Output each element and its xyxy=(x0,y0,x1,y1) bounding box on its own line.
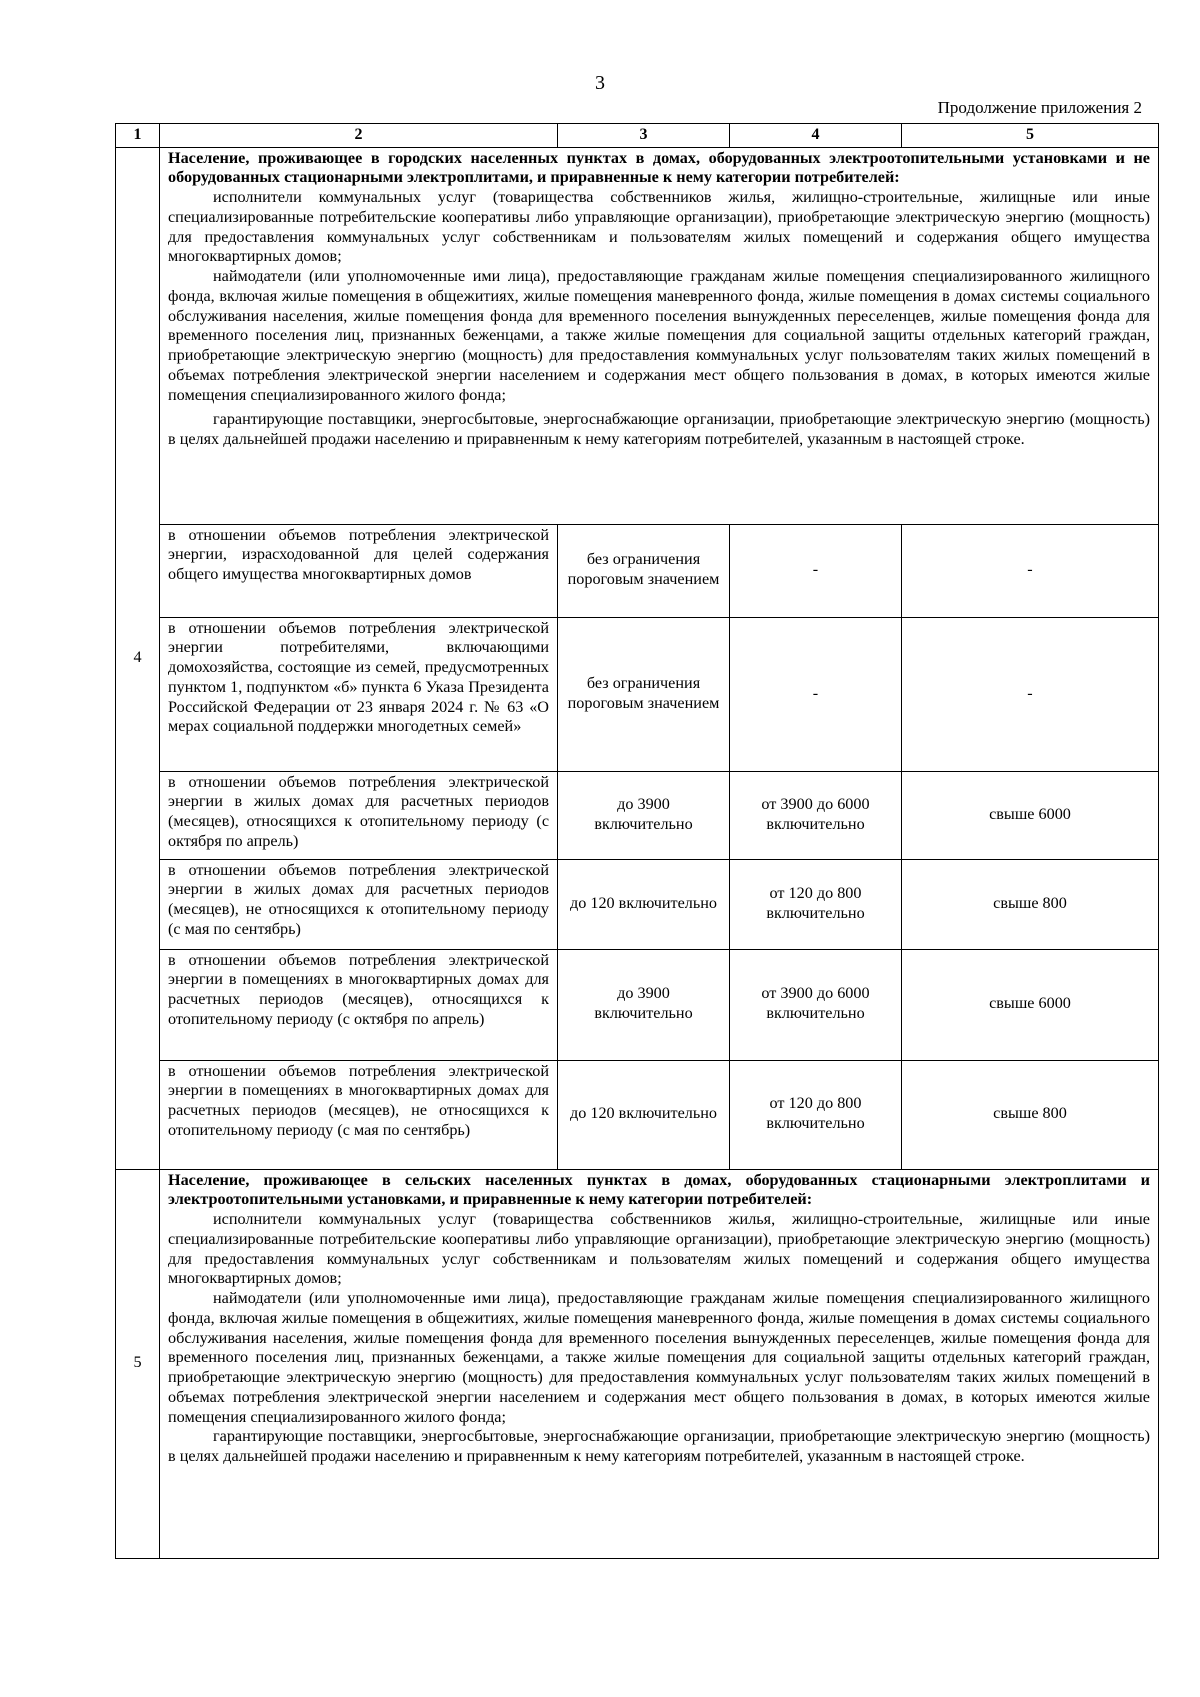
threshold-range-1: до 120 включительно xyxy=(558,859,730,949)
table-header-row xyxy=(116,124,1159,148)
consumption-condition: в отношении объемов потребления электрической энергии потребителями, включающими домохозяйства, состоящие из семей, предусмотренных пунктом 1, подпунктом «б» пункта 6 Указа Президента Российской Федерации от 23 января 2024 г. № 63 «О мерах социальной поддержки многодетных семей» xyxy=(160,617,558,771)
threshold-range-3: свыше 800 xyxy=(902,859,1159,949)
column-header-1: 1 xyxy=(116,124,160,148)
threshold-range-1: до 3900 включительно xyxy=(558,949,730,1060)
category-paragraph: наймодатели (или уполномоченные ими лица), предоставляющие гражданам жилые помещения специализированного жилищного фонда, включая жилые помещения в общежитиях, жилые помещения маневренного фонда, жилые помещения в домах системы социального обслуживания населения, жилые помещения фонда для временного поселения вынужденных переселенцев, жилые помещения фонда для временного поселения лиц, признанных беженцами, а также жилые помещения для социальной защиты отдельных категорий граждан, приобретающие электрическую энергию (мощность) для предоставления коммунальных услуг пользователям таких жилых помещений в объемах потребления электрической энергии населением и содержания мест общего пользования в домах, в которых имеются жилые помещения специализированного жилого фонда; xyxy=(168,267,1150,404)
column-header-4: 4 xyxy=(730,124,902,148)
table-row-4-category xyxy=(116,147,1159,524)
threshold-range-2: от 120 до 800 включительно xyxy=(730,1060,902,1169)
category-paragraph: гарантирующие поставщики, энергосбытовые, энергоснабжающие организации, приобретающие электрическую энергию (мощность) в целях дальнейшей продажи населению и приравненным к нему категориям потребителей, указанным в настоящей строке. xyxy=(168,410,1150,449)
threshold-range-1: до 3900 включительно xyxy=(558,771,730,859)
table-row xyxy=(116,524,1159,617)
consumption-condition: в отношении объемов потребления электрической энергии в жилых домах для расчетных периодов (месяцев), относящихся к отопительному периоду (с октября по апрель) xyxy=(160,771,558,859)
category-title-4: Население, проживающее в городских населенных пунктах в домах, оборудованных электроотопительными установками и не оборудованных стационарными электроплитами, и приравненные к нему категории потребителей: xyxy=(168,148,1150,187)
category-paragraph: исполнители коммунальных услуг (товарищества собственников жилья, жилищно-строительные, жилищные или иные специализированные потребительские кооперативы либо управляющие организации), приобретающие электрическую энергию (мощность) для предоставления коммунальных услуг собственникам и пользователям жилых помещений и содержания общего имущества многоквартирных домов; xyxy=(168,188,1150,266)
table-row xyxy=(116,771,1159,859)
consumption-condition: в отношении объемов потребления электрической энергии в жилых домах для расчетных периодов (месяцев), не относящихся к отопительному периоду (с мая по сентябрь) xyxy=(160,859,558,949)
column-header-5: 5 xyxy=(902,124,1159,148)
threshold-range-3: свыше 6000 xyxy=(902,949,1159,1060)
threshold-range-1: без ограничения пороговым значением xyxy=(558,617,730,771)
consumption-condition: в отношении объемов потребления электрической энергии в помещениях в многоквартирных домах для расчетных периодов (месяцев), не относящихся к отопительному периоду (с мая по сентябрь) xyxy=(160,1060,558,1169)
category-paragraph: наймодатели (или уполномоченные ими лица), предоставляющие гражданам жилые помещения специализированного жилищного фонда, включая жилые помещения в общежитиях, жилые помещения маневренного фонда, жилые помещения в домах системы социального обслуживания населения, жилые помещения фонда для временного поселения вынужденных переселенцев, жилые помещения фонда для временного поселения лиц, признанных беженцами, а также жилые помещения для социальной защиты отдельных категорий граждан, приобретающие электрическую энергию (мощность) для предоставления коммунальных услуг пользователям таких жилых помещений в объемах потребления электрической энергии населением и содержания мест общего пользования в домах, в которых имеются жилые помещения специализированного жилого фонда; xyxy=(168,1289,1150,1426)
threshold-range-3: - xyxy=(902,617,1159,771)
threshold-range-3: - xyxy=(902,524,1159,617)
category-description-5 xyxy=(160,1169,1159,1558)
table-row xyxy=(116,859,1159,949)
table-row xyxy=(116,949,1159,1060)
row-number-5: 5 xyxy=(116,1169,160,1558)
threshold-range-2: - xyxy=(730,617,902,771)
threshold-range-3: свыше 6000 xyxy=(902,771,1159,859)
column-header-3: 3 xyxy=(558,124,730,148)
category-title-5: Население, проживающее в сельских населенных пунктах в домах, оборудованных стационарными электроплитами и электроотопительными установками, и приравненные к нему категории потребителей: xyxy=(168,1170,1150,1209)
category-paragraph: гарантирующие поставщики, энергосбытовые, энергоснабжающие организации, приобретающие электрическую энергию (мощность) в целях дальнейшей продажи населению и приравненным к нему категориям потребителей, указанным в настоящей строке. xyxy=(168,1427,1150,1466)
page-number: 3 xyxy=(595,72,605,94)
threshold-range-2: от 120 до 800 включительно xyxy=(730,859,902,949)
category-paragraph: исполнители коммунальных услуг (товарищества собственников жилья, жилищно-строительные, жилищные или иные специализированные потребительские кооперативы либо управляющие организации), приобретающие электрическую энергию (мощность) для предоставления коммунальных услуг собственникам и пользователям жилых помещений и содержания общего имущества многоквартирных домов; xyxy=(168,1210,1150,1288)
table-row xyxy=(116,617,1159,771)
threshold-range-2: - xyxy=(730,524,902,617)
threshold-range-1: без ограничения пороговым значением xyxy=(558,524,730,617)
consumption-condition: в отношении объемов потребления электрической энергии, израсходованной для целей содержания общего имущества многоквартирных домов xyxy=(160,524,558,617)
threshold-range-3: свыше 800 xyxy=(902,1060,1159,1169)
category-description-4 xyxy=(160,147,1159,524)
table-row xyxy=(116,1060,1159,1169)
consumption-condition: в отношении объемов потребления электрической энергии в помещениях в многоквартирных домах для расчетных периодов (месяцев), относящихся к отопительному периоду (с октября по апрель) xyxy=(160,949,558,1060)
table-row-5-category xyxy=(116,1169,1159,1558)
appendix-continuation-label: Продолжение приложения 2 xyxy=(937,98,1142,117)
threshold-range-1: до 120 включительно xyxy=(558,1060,730,1169)
threshold-range-2: от 3900 до 6000 включительно xyxy=(730,771,902,859)
threshold-range-2: от 3900 до 6000 включительно xyxy=(730,949,902,1060)
row-number-4: 4 xyxy=(116,147,160,1169)
column-header-2: 2 xyxy=(160,124,558,148)
tariff-table xyxy=(115,123,1159,1559)
